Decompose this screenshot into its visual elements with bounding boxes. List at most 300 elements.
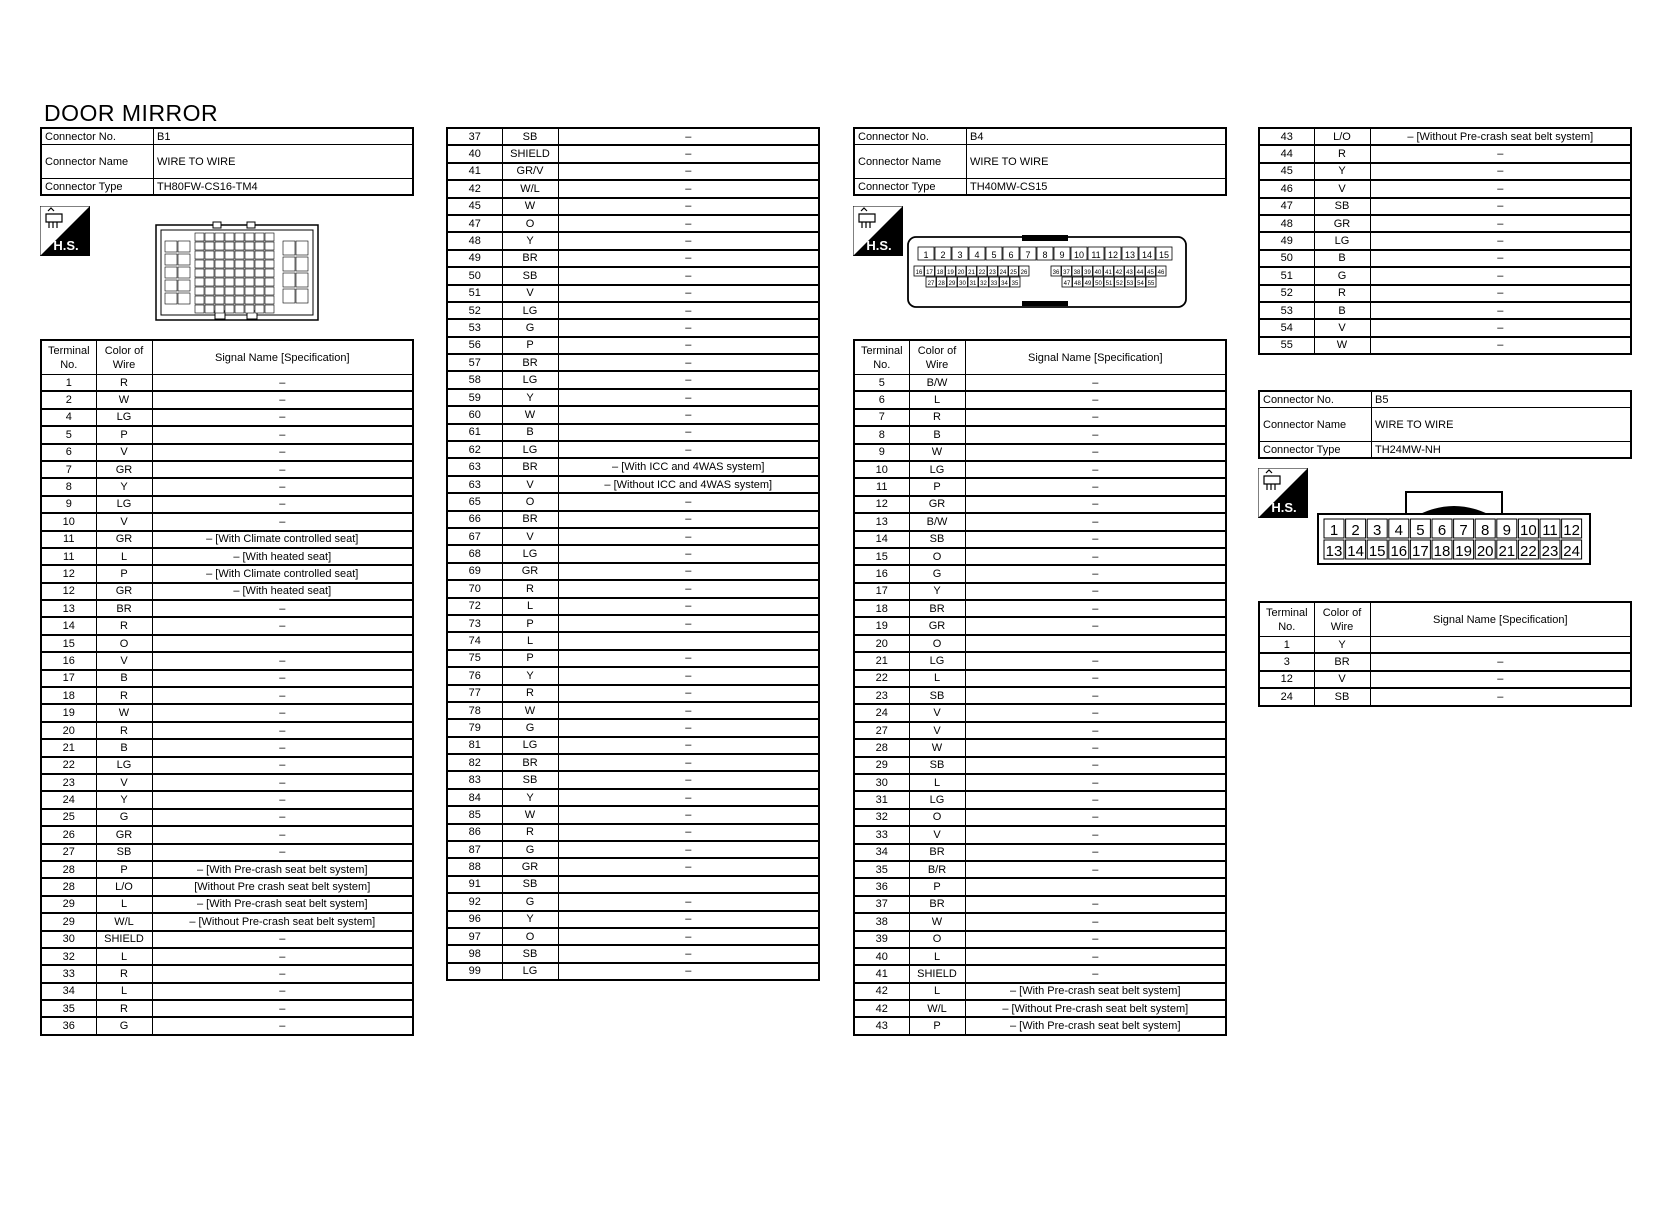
signal-name-cell: – — [965, 426, 1226, 443]
cavity — [205, 233, 214, 241]
terminal-no-cell: 27 — [41, 844, 96, 861]
pin-number: 7 — [1025, 250, 1031, 260]
signal-name-header: Signal Name [Specification] — [1370, 602, 1631, 637]
terminal-no-cell: 30 — [854, 774, 909, 791]
color-of-wire-header: Color of Wire — [1314, 602, 1370, 637]
wire-color-cell: BR — [909, 600, 965, 617]
table-row — [447, 337, 819, 354]
table-row — [41, 896, 413, 913]
signal-name-cell: – — [965, 600, 1226, 617]
terminal-no-cell: 20 — [41, 722, 96, 739]
pin-number: 24 — [1563, 543, 1580, 560]
cavity — [265, 251, 274, 259]
table-row — [1259, 337, 1631, 354]
wire-color-cell: SB — [502, 128, 558, 145]
terminal-no-cell: 77 — [447, 685, 502, 702]
pin-number: 16 — [915, 270, 923, 276]
signal-name-cell: – — [1370, 215, 1631, 232]
table-row — [854, 375, 1226, 392]
wire-color-cell: R — [96, 1000, 152, 1017]
cavity — [235, 278, 244, 286]
cavity — [235, 242, 244, 250]
terminal-no-cell: 43 — [854, 1017, 909, 1034]
signal-name-cell: – — [558, 858, 819, 875]
table-row — [854, 687, 1226, 704]
table-row — [854, 722, 1226, 739]
terminal-no-cell: 7 — [854, 409, 909, 426]
table-row — [1259, 688, 1631, 705]
wire-color-cell: R — [502, 824, 558, 841]
cavity — [255, 305, 264, 313]
cavity — [215, 305, 224, 313]
terminal-no-cell: 73 — [447, 615, 502, 632]
terminal-no-cell: 15 — [41, 635, 96, 652]
table-row — [447, 180, 819, 197]
wire-color-cell: R — [1314, 285, 1370, 302]
terminal-no-cell: 63 — [447, 476, 502, 493]
wire-color-cell: SB — [96, 844, 152, 861]
table-row — [447, 476, 819, 493]
wire-color-cell: W — [502, 702, 558, 719]
table-row — [854, 878, 1226, 895]
signal-name-cell: – — [558, 702, 819, 719]
cavity — [178, 267, 190, 278]
terminal-no-cell: 5 — [41, 426, 96, 443]
pin-number: 6 — [1437, 522, 1447, 539]
terminal-no-cell: 23 — [41, 774, 96, 791]
signal-name-cell: – — [558, 354, 819, 371]
pin-number: 35 — [1011, 281, 1019, 287]
table-row — [854, 600, 1226, 617]
signal-name-cell: – — [1370, 180, 1631, 197]
signal-name-cell: – — [152, 774, 413, 791]
pin-number: 54 — [1137, 281, 1144, 287]
wire-color-cell: Y — [502, 667, 558, 684]
table-row — [447, 250, 819, 267]
signal-name-cell: – — [1370, 198, 1631, 215]
table-row — [41, 722, 413, 739]
signal-name-cell: – — [558, 563, 819, 580]
table-row — [447, 545, 819, 562]
table-row — [447, 424, 819, 441]
signal-name-cell: – — [965, 861, 1226, 878]
cavity — [205, 287, 214, 295]
pin-number: 32 — [980, 281, 987, 287]
wire-color-cell: BR — [502, 458, 558, 475]
wire-color-cell: V — [96, 513, 152, 530]
terminal-no-cell: 83 — [447, 771, 502, 788]
terminal-no-cell: 25 — [41, 809, 96, 826]
table-row — [41, 774, 413, 791]
table-row — [447, 824, 819, 841]
cavity — [165, 254, 177, 265]
cavity — [296, 273, 308, 287]
terminal-no-cell: 51 — [447, 285, 502, 302]
terminal-no-cell: 34 — [854, 844, 909, 861]
wire-color-cell: O — [909, 931, 965, 948]
wire-color-cell: B — [909, 426, 965, 443]
terminal-no-cell: 63 — [447, 458, 502, 475]
table-row — [854, 757, 1226, 774]
connector-no-label: Connector No. — [854, 128, 967, 145]
wire-color-cell: R — [96, 722, 152, 739]
terminal-no-cell: 46 — [1259, 180, 1314, 197]
pin-number: 21 — [968, 270, 975, 276]
table-row — [447, 893, 819, 910]
wire-color-cell: B/W — [909, 513, 965, 530]
connector-no-value: B5 — [1372, 391, 1632, 408]
table-row — [854, 548, 1226, 565]
wire-color-cell: G — [909, 565, 965, 582]
terminal-no-cell: 55 — [1259, 337, 1314, 354]
wire-color-cell: O — [96, 635, 152, 652]
table-row — [1259, 198, 1631, 215]
signal-name-cell: – [With Pre-crash seat belt system] — [152, 896, 413, 913]
wire-color-cell: R — [502, 580, 558, 597]
signal-name-cell: – — [965, 774, 1226, 791]
table-row — [41, 531, 413, 548]
pin-number: 14 — [1347, 543, 1364, 560]
wire-color-cell: BR — [96, 600, 152, 617]
pin-number: 2 — [1351, 522, 1360, 539]
terminal-no-cell: 14 — [854, 531, 909, 548]
table-row — [447, 285, 819, 302]
table-row — [447, 719, 819, 736]
terminal-no-cell: 10 — [41, 513, 96, 530]
signal-name-cell: – — [558, 685, 819, 702]
pin-number: 3 — [1373, 522, 1382, 539]
wire-color-cell: LG — [502, 963, 558, 980]
terminal-no-cell: 68 — [447, 545, 502, 562]
pin-number: 4 — [1394, 522, 1403, 539]
cavity — [245, 260, 254, 268]
wire-color-cell: BR — [909, 896, 965, 913]
table-row — [447, 371, 819, 388]
terminal-no-cell: 41 — [447, 163, 502, 180]
table-row — [41, 826, 413, 843]
signal-name-cell — [558, 876, 819, 893]
table-row — [854, 809, 1226, 826]
pin-number: 4 — [974, 250, 980, 260]
table-row — [41, 391, 413, 408]
terminal-no-cell: 41 — [854, 965, 909, 982]
table-row — [447, 771, 819, 788]
table-row — [447, 319, 819, 336]
signal-name-cell: – — [558, 215, 819, 232]
cavity — [296, 257, 308, 271]
pin-number: 53 — [1126, 281, 1134, 287]
table-row — [41, 739, 413, 756]
pin-number: 28 — [938, 281, 945, 287]
terminal-no-cell: 37 — [447, 128, 502, 145]
wire-color-cell: GR — [1314, 215, 1370, 232]
wire-color-cell: R — [502, 685, 558, 702]
table-row — [1259, 302, 1631, 319]
wire-color-cell: G — [502, 319, 558, 336]
signal-name-cell: – — [152, 965, 413, 982]
wire-color-cell: LG — [502, 302, 558, 319]
cavity — [283, 257, 295, 271]
table-row — [447, 945, 819, 962]
terminal-no-cell: 12 — [1259, 671, 1314, 688]
terminal-no-cell: 87 — [447, 841, 502, 858]
signal-name-cell: – — [558, 128, 819, 145]
pin-number: 40 — [1094, 270, 1102, 276]
wire-color-cell: P — [909, 878, 965, 895]
cavity — [178, 254, 190, 265]
terminal-no-cell: 61 — [447, 424, 502, 441]
signal-name-cell: – — [558, 371, 819, 388]
terminal-no-cell: 22 — [854, 670, 909, 687]
signal-name-cell — [965, 878, 1226, 895]
wire-color-cell: B — [96, 670, 152, 687]
table-row — [41, 409, 413, 426]
pin-number: 2 — [940, 250, 946, 260]
terminal-no-cell: 36 — [41, 1017, 96, 1034]
table-row — [447, 632, 819, 649]
wire-color-cell: L — [502, 598, 558, 615]
terminal-no-cell: 48 — [1259, 215, 1314, 232]
table-row — [854, 826, 1226, 843]
table-row — [854, 426, 1226, 443]
wire-color-cell: Y — [502, 911, 558, 928]
pin-number: 1 — [923, 250, 929, 260]
signal-name-cell: – — [1370, 653, 1631, 670]
wire-color-cell: P — [96, 565, 152, 582]
wire-color-cell: R — [96, 375, 152, 392]
connector-b5-info — [1258, 390, 1632, 459]
connector-type-value: TH24MW-NH — [1372, 442, 1632, 459]
table-row — [1259, 653, 1631, 670]
connector-name-value: WIRE TO WIRE — [154, 145, 414, 179]
signal-name-cell: – — [558, 389, 819, 406]
wire-color-cell: BR — [502, 511, 558, 528]
wire-color-cell: L — [96, 948, 152, 965]
pin-number: 12 — [1107, 250, 1119, 260]
cavity — [225, 305, 234, 313]
cavity — [255, 251, 264, 259]
hs-label: H.S. — [866, 238, 892, 253]
table-row — [1259, 250, 1631, 267]
pin-number: 39 — [1084, 270, 1091, 276]
signal-name-cell: – — [1370, 285, 1631, 302]
terminal-no-cell: 30 — [41, 931, 96, 948]
terminal-no-cell: 47 — [1259, 198, 1314, 215]
wire-color-cell: SHIELD — [502, 145, 558, 162]
wire-color-cell: SB — [909, 531, 965, 548]
table-row — [854, 965, 1226, 982]
table-row — [41, 1000, 413, 1017]
table-row — [41, 844, 413, 861]
hs-connector-icon — [40, 206, 90, 256]
wire-color-cell: P — [502, 337, 558, 354]
pin-number: 24 — [999, 270, 1007, 276]
signal-name-cell: – — [152, 461, 413, 478]
signal-name-cell: – — [558, 754, 819, 771]
table-row — [854, 513, 1226, 530]
wire-color-cell: B/R — [909, 861, 965, 878]
signal-name-cell: – — [152, 722, 413, 739]
signal-name-cell: – — [558, 180, 819, 197]
wire-color-cell: SB — [502, 267, 558, 284]
cavity — [225, 287, 234, 295]
table-row — [1259, 128, 1631, 145]
terminal-no-cell: 18 — [41, 687, 96, 704]
cavity — [195, 278, 204, 286]
terminal-no-cell: 36 — [854, 878, 909, 895]
table-row — [447, 563, 819, 580]
table-row — [854, 1000, 1226, 1017]
signal-name-cell: – — [558, 789, 819, 806]
terminal-no-cell: 5 — [854, 375, 909, 392]
signal-name-cell: – — [965, 965, 1226, 982]
terminal-no-cell: 29 — [41, 896, 96, 913]
terminal-no-cell: 59 — [447, 389, 502, 406]
terminal-table-b4-continued — [1258, 127, 1632, 355]
cavity — [215, 287, 224, 295]
terminal-no-cell: 69 — [447, 563, 502, 580]
table-row — [1259, 232, 1631, 249]
terminal-no-cell: 1 — [41, 375, 96, 392]
hs-connector-icon — [1258, 468, 1308, 518]
table-row — [854, 531, 1226, 548]
table-row — [854, 565, 1226, 582]
signal-name-cell: – — [965, 617, 1226, 634]
signal-name-cell: – [With heated seat] — [152, 548, 413, 565]
cavity — [195, 305, 204, 313]
table-row — [854, 670, 1226, 687]
pin-number: 55 — [1147, 281, 1155, 287]
wire-color-cell: LG — [909, 652, 965, 669]
wire-color-cell: SB — [502, 945, 558, 962]
terminal-no-cell: 88 — [447, 858, 502, 875]
wire-color-cell: V — [909, 826, 965, 843]
terminal-no-cell: 75 — [447, 650, 502, 667]
pin-number: 37 — [1063, 270, 1070, 276]
wire-color-cell: LG — [96, 757, 152, 774]
table-row — [447, 302, 819, 319]
signal-name-cell: – — [152, 791, 413, 808]
terminal-no-cell: 62 — [447, 441, 502, 458]
terminal-table-b1 — [40, 339, 414, 1036]
signal-name-cell: – — [152, 478, 413, 495]
signal-name-cell: – — [965, 565, 1226, 582]
pin-number: 27 — [927, 281, 935, 287]
wire-color-cell: P — [96, 426, 152, 443]
signal-name-cell: – — [965, 913, 1226, 930]
connector-b1-diagram — [155, 221, 320, 322]
table-row — [447, 145, 819, 162]
table-row — [447, 511, 819, 528]
cavity — [165, 241, 177, 252]
connector-no-value: B4 — [967, 128, 1227, 145]
terminal-no-cell: 23 — [854, 687, 909, 704]
wire-color-cell: SB — [909, 687, 965, 704]
pin-number: 10 — [1520, 522, 1537, 539]
wire-color-cell: GR — [502, 858, 558, 875]
table-row — [1259, 285, 1631, 302]
wire-color-cell: BR — [502, 250, 558, 267]
wire-color-cell: W — [502, 406, 558, 423]
cavity — [235, 233, 244, 241]
pin-number: 44 — [1136, 270, 1144, 276]
cavity — [265, 305, 274, 313]
terminal-no-cell: 74 — [447, 632, 502, 649]
wire-color-cell: LG — [1314, 232, 1370, 249]
cavity — [225, 242, 234, 250]
table-row — [854, 1017, 1226, 1034]
terminal-no-cell: 42 — [854, 983, 909, 1000]
table-row — [854, 496, 1226, 513]
wire-color-cell: Y — [96, 791, 152, 808]
terminal-no-cell: 12 — [41, 565, 96, 582]
cavity — [215, 233, 224, 241]
table-row — [447, 528, 819, 545]
signal-name-cell: – [With ICC and 4WAS system] — [558, 458, 819, 475]
wire-color-cell: SHIELD — [909, 965, 965, 982]
cavity — [265, 296, 274, 304]
connector-b4-info — [853, 127, 1227, 196]
terminal-no-cell: 32 — [854, 809, 909, 826]
terminal-no-cell: 29 — [854, 757, 909, 774]
table-row — [854, 948, 1226, 965]
terminal-no-cell: 48 — [447, 232, 502, 249]
hs-connector-icon — [853, 206, 903, 256]
wire-color-cell: W — [502, 806, 558, 823]
terminal-no-cell: 21 — [854, 652, 909, 669]
table-row — [1259, 319, 1631, 336]
wire-color-cell: Y — [502, 232, 558, 249]
wire-color-cell: R — [96, 687, 152, 704]
signal-name-cell: – [Without ICC and 4WAS system] — [558, 476, 819, 493]
wire-color-cell: LG — [909, 461, 965, 478]
table-row — [41, 444, 413, 461]
cavity — [265, 233, 274, 241]
wire-color-cell: B — [1314, 250, 1370, 267]
terminal-no-cell: 10 — [854, 461, 909, 478]
wire-color-cell: SB — [502, 876, 558, 893]
cavity — [225, 278, 234, 286]
table-row — [447, 354, 819, 371]
signal-name-cell: – — [965, 583, 1226, 600]
pin-number: 18 — [936, 270, 944, 276]
cavity — [195, 260, 204, 268]
terminal-no-cell: 96 — [447, 911, 502, 928]
cavity — [265, 287, 274, 295]
wire-color-cell: GR — [96, 531, 152, 548]
table-row — [1259, 637, 1631, 654]
signal-name-header: Signal Name [Specification] — [152, 340, 413, 375]
pin-number: 15 — [1368, 543, 1386, 560]
wire-color-cell: V — [1314, 180, 1370, 197]
connector-b1-info — [40, 127, 414, 196]
table-row — [447, 858, 819, 875]
wire-color-cell: W — [909, 913, 965, 930]
wire-color-cell: O — [502, 493, 558, 510]
cavity — [178, 280, 190, 291]
signal-name-cell: – — [558, 841, 819, 858]
wire-color-cell: GR — [909, 617, 965, 634]
terminal-no-cell: 39 — [854, 931, 909, 948]
terminal-no-cell: 18 — [854, 600, 909, 617]
wire-color-cell: W — [96, 391, 152, 408]
terminal-no-cell: 47 — [447, 215, 502, 232]
pin-number: 8 — [1481, 522, 1490, 539]
table-row — [854, 931, 1226, 948]
cavity — [215, 260, 224, 268]
terminal-no-cell: 28 — [41, 878, 96, 895]
terminal-no-cell: 97 — [447, 928, 502, 945]
